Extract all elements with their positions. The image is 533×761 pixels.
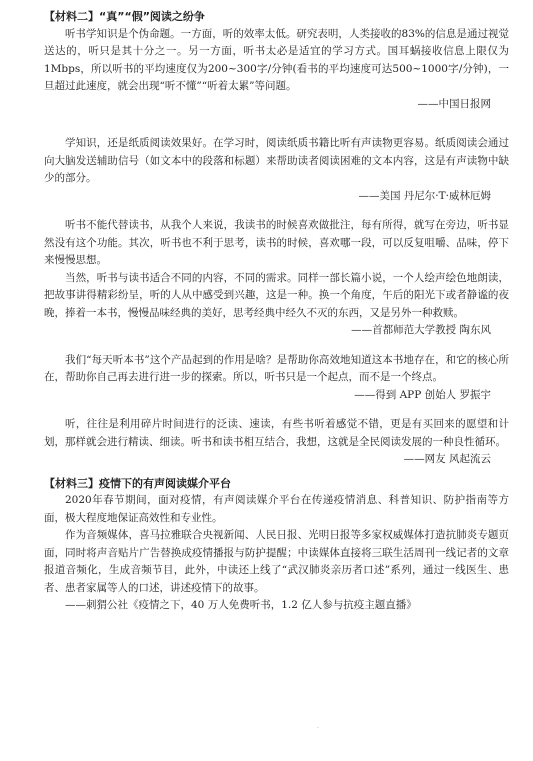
material2-paragraph-5: 我们“每天听本书”这个产品起到的作用是啥？是帮助你高效地知道这本书地存在，和它的核心所在，帮助你自己再去进行进一步的探索。所以，听书只是一个起点，而不是一个终点。 (44, 353, 509, 383)
material2-paragraph-2: 学知识，还是纸质阅读效果好。在学习时，阅读纸质书籍比听有声读物更容易。纸质阅读会通过向大脑发送辅助信号（如文本中的段落和标题）来帮助读者阅读困难的文本内容，这是有声读物中缺少的部分。 (44, 137, 509, 184)
material2-title: 【材料二】“真”“假”阅读之纷争 (44, 10, 205, 23)
scan-speck: · (317, 725, 319, 732)
material3-paragraph-1: 2020年春节期间，面对疫情，有声阅读媒介平台在传递疫情消息、科普知识、防护指南等方面，极大程度地保证高效性和专业性。 (44, 494, 509, 524)
material2-paragraph-4: 当然，听书与读书适合不同的内容，不同的需求。同样一部长篇小说，一个人绘声绘色地朗读，把故事讲得精彩纷呈，听的人从中感受到兴趣，这是一种。换一个角度，午后的阳光下或者静谧的夜晚，捧着一本书，慢慢品味经典的美好，思考经典中经久不灭的东西，又是另外一种救赎。 (44, 271, 509, 319)
material3-title: 【材料三】疫情下的有声阅读媒介平台 (44, 476, 231, 490)
material2-source-4: ——得到 APP 创始人 罗振宇 (354, 388, 491, 401)
material2-paragraph-6: 听，往往是利用碎片时间进行的泛读、速读，有些书听着感觉不错，更是有买回来的愿望和计划，那样就会进行精读、细读。听书和读书相互结合，我想，这就是全民阅读发展的一种良性循环。 (44, 418, 509, 448)
material2-source-3: ——首都师范大学教授 陶东风 (351, 324, 491, 336)
material3-paragraph-2: 作为音频媒体，喜马拉雅联合央视新闻、人民日报、光明日报等多家权威媒体打造抗肺炎专题页面，同时将声音贴片广告替换成疫情播报与防护提醒；中读媒体直接将三联生活周刊一线记者的文章报道音频化，生成音频节目，此外，中读还上线了“武汉肺炎亲历者口述”系列，通过一线医生、患者、患者家属等人的口述，讲述疫情下的故事。 (44, 529, 509, 594)
material3-source: ——刺猬公社《疫情之下，40 万人免费听书，1.2 亿人参与抗疫主题直播》 (65, 599, 417, 611)
material2-paragraph-3: 听书不能代替读书，从我个人来说，我读书的时候喜欢做批注，每有所得，就写在旁边，听书显然没有这个功能。其次，听书也不利于思考，读书的时候，喜欢哪一段，可以反复咀嚼、品味，停下来慢慢思想。 (44, 219, 509, 266)
material2-paragraph-1: 听书学知识是个伪命题。一方面，听的效率太低。研究表明，人类接收的83%的信息是通过视觉送达的，听只是其十分之一。另一方面，听书太必是适宜的学习方式。国耳蜗接收信息上限仅为1Mbps，所以听书的平均速度仅为200~300字/分钟(看书的平均速度可达500~1000字/分钟)，一旦超过此速度，就会出现“听不懂”“听着太累”等问题。 (44, 27, 509, 92)
material2-source-5: ——网友 风起流云 (403, 453, 491, 465)
material2-source-1: ——中国日报网 (417, 97, 491, 110)
material2-source-2: ——美国 丹尼尔·T·威林厄姆 (358, 189, 491, 202)
